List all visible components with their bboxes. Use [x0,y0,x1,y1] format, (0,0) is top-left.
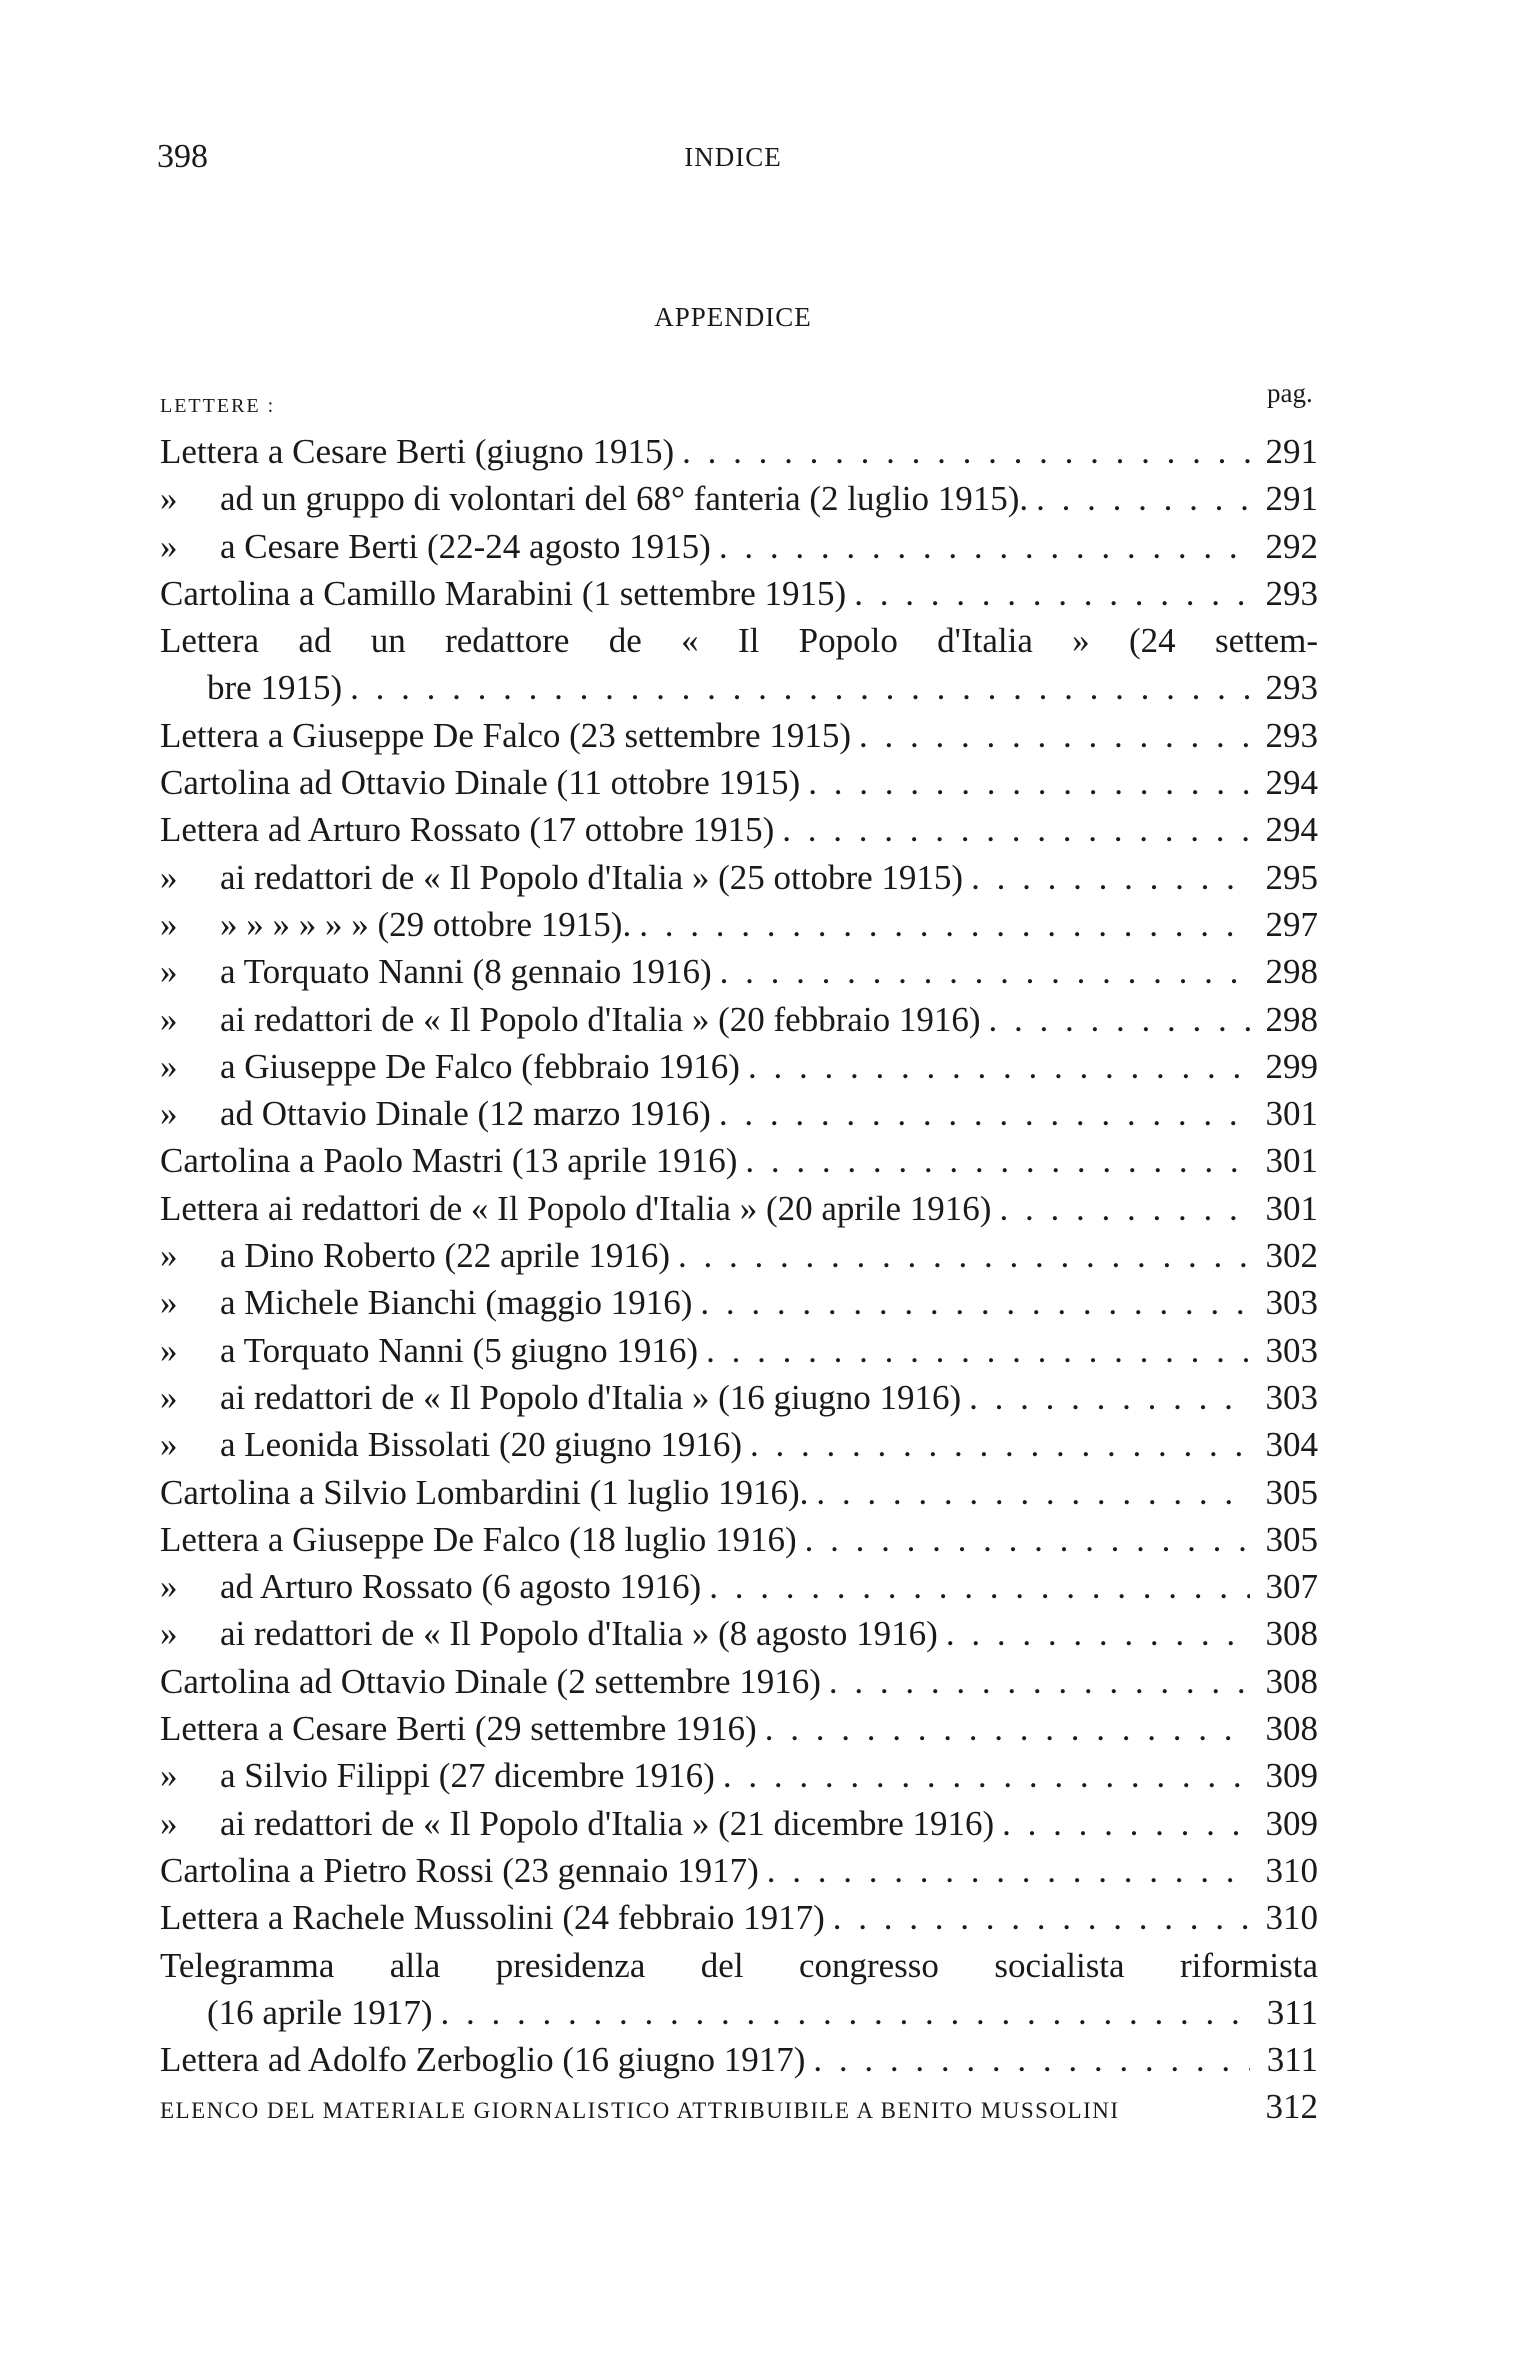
toc-entry-page: 303 [1265,1283,1318,1323]
dot-leader [720,948,1250,995]
toc-entry-page: 304 [1265,1425,1318,1465]
toc-entry-title: a Leonida Bissolati (20 giugno 1916) [220,1425,743,1465]
toc-entry-page: 308 [1265,1614,1318,1654]
dot-leader [748,1043,1250,1090]
toc-entry [160,948,1318,995]
dot-leader [700,1279,1250,1326]
dot-leader [750,1421,1250,1468]
dot-leader [805,1516,1250,1563]
page-number: 398 [157,138,208,175]
toc-entry [160,664,1318,711]
ditto-mark: » [160,1614,178,1654]
toc-entry-title: Lettera ai redattori de « Il Popolo d'Italia » (20 aprile 1916) [160,1188,992,1228]
toc-entry [160,1421,1318,1468]
toc-entry [160,1658,1318,1705]
toc-entry [160,996,1318,1043]
toc-entry-page: 297 [1265,904,1318,944]
dot-leader [682,428,1250,475]
page-column-label: pag. [1267,378,1313,408]
dot-leader [765,1705,1250,1752]
dot-leader [1002,1800,1250,1847]
toc-entry-title: a Silvio Filippi (27 dicembre 1916) [220,1756,715,1796]
toc-entry-title: a Cesare Berti (22-24 agosto 1915) [220,526,711,566]
toc-entry-title: (16 aprile 1917) [207,1992,433,2032]
dot-leader [854,570,1250,617]
table-of-contents [160,428,1318,2131]
toc-entry [160,759,1318,806]
toc-entry-page: 307 [1265,1567,1318,1607]
toc-entry-text [160,1847,759,1894]
toc-entry-page: 312 [1265,2087,1318,2127]
toc-entry-text [160,2036,805,2083]
dot-leader [719,523,1250,570]
dot-leader [989,996,1250,1043]
toc-entry-title: a Michele Bianchi (maggio 1916) [220,1283,693,1323]
toc-entry-page: 293 [1265,668,1318,708]
toc-entry-final [160,2083,1318,2130]
toc-entry-text [160,1800,994,1847]
dot-leader [639,901,1250,948]
ditto-mark: » [160,526,178,566]
dot-leader [706,1327,1250,1374]
toc-entry-text [160,617,1318,664]
toc-entry [160,1989,1318,2036]
section-title: APPENDICE [654,302,812,332]
toc-entry-text [160,759,800,806]
dot-leader [723,1752,1250,1799]
toc-entry [160,1137,1318,1184]
toc-entry-page: 301 [1265,1188,1318,1228]
dot-leader [745,1137,1250,1184]
toc-entry-title: ai redattori de « Il Popolo d'Italia » (25 ottobre 1915) [220,857,964,897]
ditto-mark: » [160,952,178,992]
toc-entry-title: a Giuseppe De Falco (febbraio 1916) [220,1046,740,1086]
toc-entry-page: 309 [1265,1803,1318,1843]
dot-leader [969,1374,1250,1421]
toc-entry [160,1516,1318,1563]
toc-entry [160,1752,1318,1799]
toc-entry-title: ai redattori de « Il Popolo d'Italia » (20 febbraio 1916) [220,999,981,1039]
dot-leader [719,1090,1250,1137]
dot-leader [971,854,1250,901]
toc-entry-text [160,1279,692,1326]
toc-entry-title: ad Ottavio Dinale (12 marzo 1916) [220,1094,711,1134]
toc-entry [160,570,1318,617]
ditto-mark: » [160,857,178,897]
toc-entry-text [160,1752,715,1799]
toc-entry-page: 310 [1265,1850,1318,1890]
toc-entry-text [160,854,963,901]
dot-leader [678,1232,1250,1279]
toc-entry [160,854,1318,901]
ditto-mark: » [160,1425,178,1465]
toc-entry [160,523,1318,570]
toc-entry-page: 293 [1265,715,1318,755]
ditto-mark: » [160,479,178,519]
toc-entry-text [160,996,981,1043]
toc-entry [160,1800,1318,1847]
toc-entry-title: ELENCO DEL MATERIALE GIORNALISTICO ATTRIBUIBILE A BENITO MUSSOLINI [160,2098,1120,2124]
dot-leader [859,712,1250,759]
toc-entry [160,1942,1318,1989]
toc-entry-page: 305 [1265,1519,1318,1559]
toc-entry-title: ai redattori de « Il Popolo d'Italia » (21 dicembre 1916) [220,1803,995,1843]
toc-entry-page: 308 [1265,1709,1318,1749]
toc-entry [160,617,1318,664]
toc-entry-page: 311 [1266,1992,1318,2032]
toc-entry-text [160,1894,825,1941]
toc-entry-text [160,1516,797,1563]
toc-entry-page: 291 [1265,432,1318,471]
toc-entry [160,1374,1318,1421]
toc-entry-title: a Dino Roberto (22 aprile 1916) [220,1236,671,1276]
ditto-mark: » [160,904,178,944]
toc-entry-title: Cartolina a Paolo Mastri (13 aprile 1916) [160,1141,738,1181]
toc-entry-title: Cartolina a Pietro Rossi (23 gennaio 1917) [160,1850,759,1890]
toc-entry-page: 293 [1265,573,1318,613]
toc-entry-page: 303 [1265,1377,1318,1417]
ditto-mark: » [160,999,178,1039]
toc-entry [160,428,1318,475]
toc-entry-text [160,1658,821,1705]
toc-entry [160,475,1318,522]
toc-entry-title: Telegramma alla presidenza del congresso socialista riformista [160,1945,1318,1985]
toc-entry-text [160,1232,670,1279]
toc-entry-title: Lettera a Cesare Berti (29 settembre 1916) [160,1709,757,1749]
running-head: INDICE [684,142,782,172]
dot-leader [813,2036,1250,2083]
toc-entry-title: a Torquato Nanni (5 giugno 1916) [220,1330,699,1370]
toc-entry-text [160,664,342,711]
toc-entry-page: 298 [1265,999,1318,1039]
toc-entry-title: Lettera a Cesare Berti (giugno 1915) [160,432,675,471]
toc-entry-text [160,1705,757,1752]
toc-entry-text [160,1989,432,2036]
dot-leader [782,806,1250,853]
toc-entry-title: Lettera a Giuseppe De Falco (23 settembre 1915) [160,715,851,755]
toc-entry-title: Lettera a Rachele Mussolini (24 febbraio 1917) [160,1898,825,1938]
toc-entry-page: 298 [1265,952,1318,992]
toc-entry [160,1090,1318,1137]
toc-entry-page: 309 [1265,1756,1318,1796]
toc-entry-title: ad un gruppo di volontari del 68° fanteria (2 luglio 1915). [220,479,1029,519]
dot-leader [709,1563,1250,1610]
toc-entry-page: 299 [1265,1046,1318,1086]
dot-leader [767,1847,1250,1894]
toc-entry-text [160,806,774,853]
ditto-mark: » [160,1803,178,1843]
toc-entry-text [160,1942,1318,1989]
ditto-mark: » [160,1377,178,1417]
toc-entry-title: ai redattori de « Il Popolo d'Italia » (8 agosto 1916) [220,1614,938,1654]
toc-entry-text [160,712,851,759]
toc-entry-page: 292 [1265,526,1318,566]
toc-entry-title: Lettera ad Adolfo Zerboglio (16 giugno 1917) [160,2040,806,2080]
toc-entry [160,1894,1318,1941]
toc-entry-text [160,428,674,475]
ditto-mark: » [160,1756,178,1796]
toc-entry-page: 302 [1265,1236,1318,1276]
ditto-mark: » [160,1567,178,1607]
toc-entry-page: 294 [1265,810,1318,850]
toc-entry-title: a Torquato Nanni (8 gennaio 1916) [220,952,712,992]
toc-entry-page: 301 [1265,1141,1318,1181]
toc-entry [160,1279,1318,1326]
toc-entry-page: 305 [1265,1472,1318,1512]
dot-leader [999,1185,1250,1232]
toc-entry-page: 310 [1265,1898,1318,1938]
toc-entry-page: 294 [1265,763,1318,803]
toc-entry [160,1705,1318,1752]
toc-entry-title: Cartolina ad Ottavio Dinale (2 settembre 1916) [160,1661,821,1701]
dot-leader [350,664,1250,711]
dot-leader [829,1658,1250,1705]
toc-entry [160,1232,1318,1279]
dot-leader [946,1610,1250,1657]
toc-entry-title: ad Arturo Rossato (6 agosto 1916) [220,1567,702,1607]
toc-entry [160,1469,1318,1516]
dot-leader [833,1894,1250,1941]
ditto-mark: » [160,1094,178,1134]
toc-entry-text [160,1327,698,1374]
toc-entry-text [160,948,712,995]
toc-entry-page: 291 [1265,479,1318,519]
dot-leader [1036,475,1250,522]
toc-entry-title: Cartolina a Silvio Lombardini (1 luglio 1916). [160,1472,809,1512]
toc-entry-text [160,901,631,948]
toc-entry [160,1610,1318,1657]
toc-entry [160,1185,1318,1232]
ditto-mark: » [160,1046,178,1086]
toc-entry-page: 295 [1265,857,1318,897]
toc-entry-title: Cartolina a Camillo Marabini (1 settembre 1915) [160,573,847,613]
toc-entry-title: bre 1915) [207,668,343,708]
toc-entry-title: » » » » » » (29 ottobre 1915). [220,904,632,944]
toc-entry-text [160,475,1028,522]
toc-entry [160,1043,1318,1090]
toc-entry-text [160,1137,737,1184]
toc-entry-title: Cartolina ad Ottavio Dinale (11 ottobre 1915) [160,763,801,803]
toc-entry-page: 301 [1265,1094,1318,1134]
toc-entry [160,901,1318,948]
toc-entry-text [160,1374,961,1421]
letters-label: LETTERE : [160,395,276,417]
toc-entry-text [160,570,846,617]
toc-entry-text [160,1090,711,1137]
toc-entry-text [160,1610,938,1657]
ditto-mark: » [160,1236,178,1276]
toc-entry [160,1847,1318,1894]
toc-entry-title: Lettera ad un redattore de « Il Popolo d'Italia » (24 settem- [160,621,1318,661]
toc-entry-text [160,523,711,570]
toc-entry-text [160,1185,991,1232]
toc-entry-page: 311 [1266,2040,1318,2080]
toc-entry-text [160,1563,701,1610]
toc-entry-page: 303 [1265,1330,1318,1370]
toc-entry-page: 308 [1265,1661,1318,1701]
toc-entry-title: Lettera ad Arturo Rossato (17 ottobre 1915) [160,810,775,850]
dot-leader [808,759,1250,806]
toc-entry [160,712,1318,759]
dot-leader [440,1989,1250,2036]
toc-entry [160,1563,1318,1610]
ditto-mark: » [160,1330,178,1370]
toc-entry [160,806,1318,853]
ditto-mark: » [160,1283,178,1323]
toc-entry-title: ai redattori de « Il Popolo d'Italia » (16 giugno 1916) [220,1377,962,1417]
toc-entry [160,1327,1318,1374]
toc-entry-title: Lettera a Giuseppe De Falco (18 luglio 1916) [160,1519,797,1559]
toc-entry [160,2036,1318,2083]
toc-entry-text [160,1043,740,1090]
toc-entry-text [160,1421,742,1468]
dot-leader [816,1469,1250,1516]
toc-entry-text [160,1469,808,1516]
